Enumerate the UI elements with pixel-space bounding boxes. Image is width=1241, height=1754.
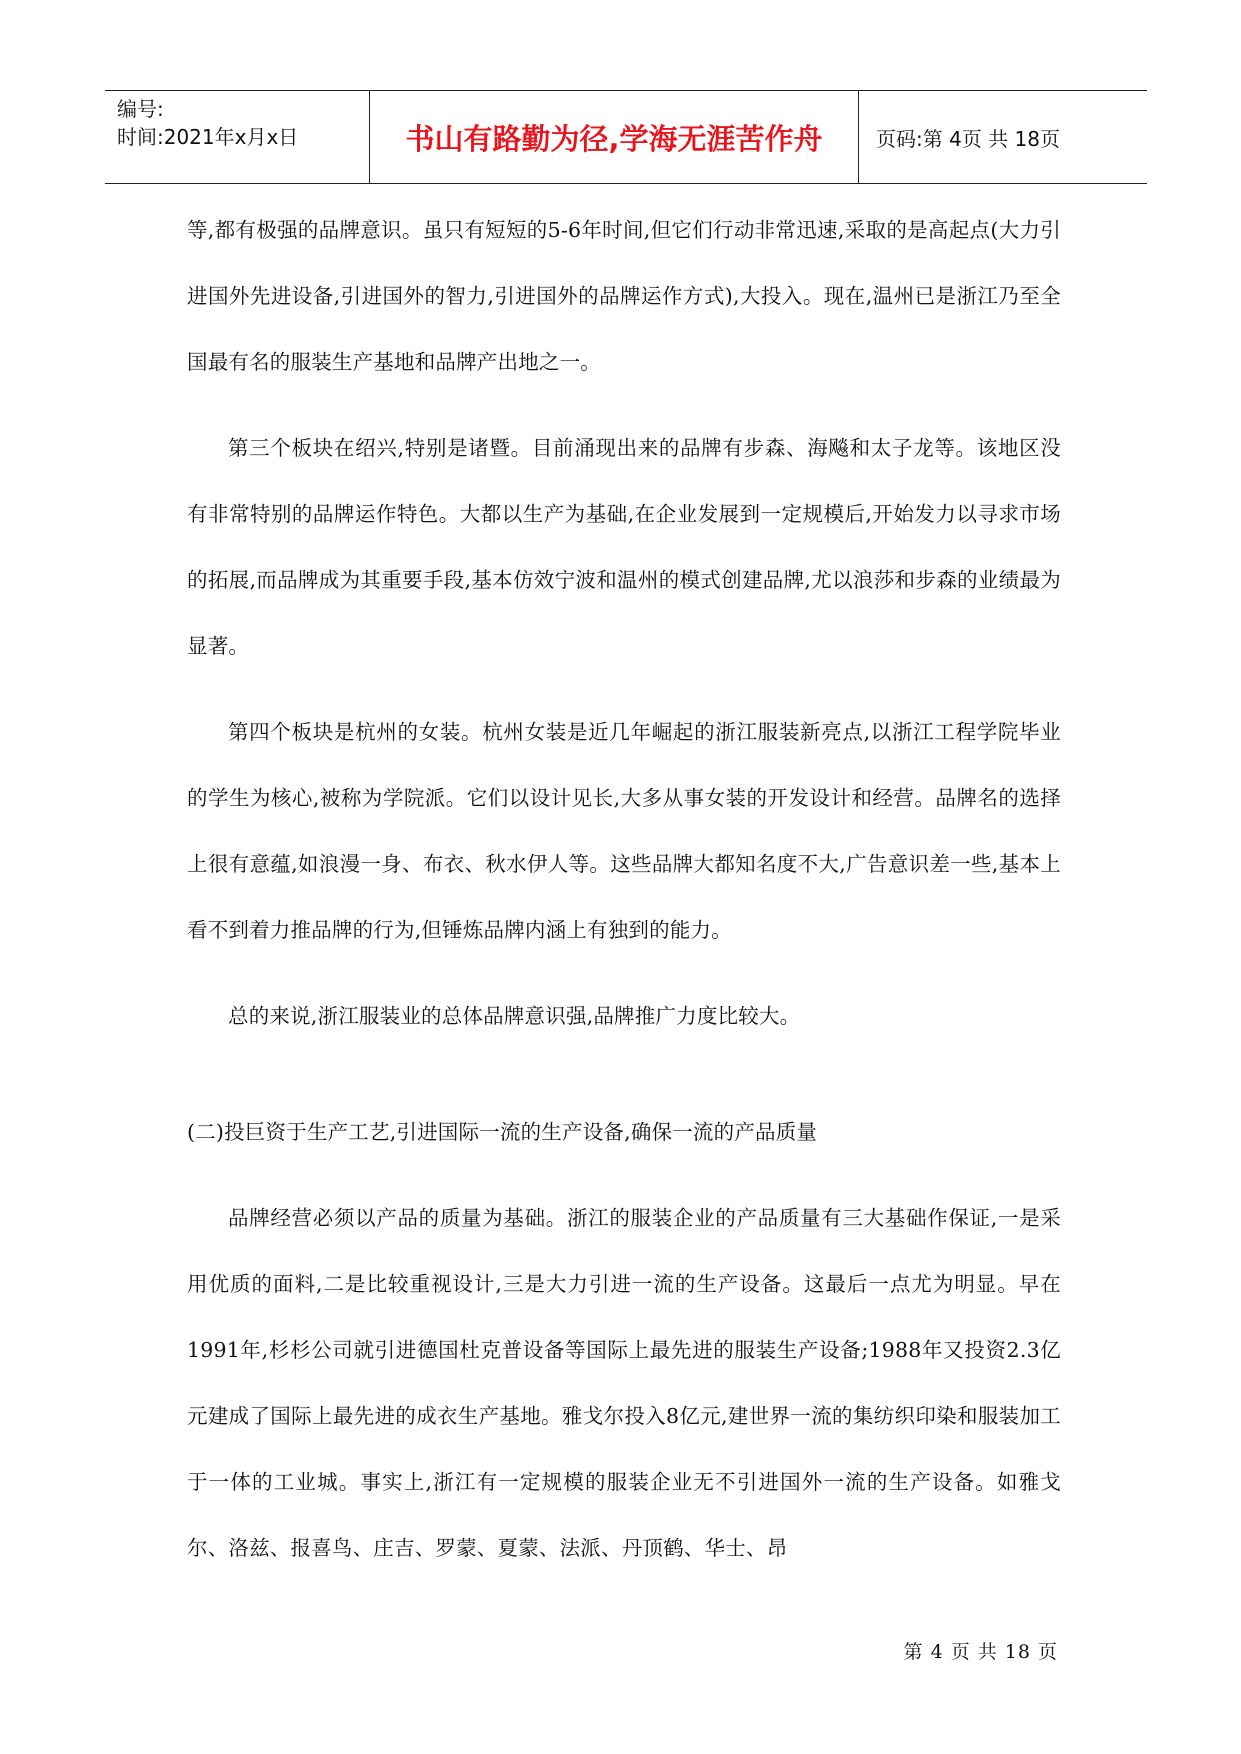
paragraph-5: 品牌经营必须以产品的质量为基础。浙江的服装企业的产品质量有三大基础作保证,一是采用优质的面料,二是比较重视设计,三是大力引进一流的生产设备。这最后一点尤为明显。早在1991年,杉杉公司就引进德国杜克普设备等国际上最先进的服装生产设备;1988年又投资2.3亿元建成了国际上最先进的成衣生产基地。雅戈尔投入8亿元,建世界一流的集纺织印染和服装加工于一体的工业城。事实上,浙江有一定规模的服装企业无不引进国外一流的生产设备。如雅戈尔、洛兹、报喜鸟、庄吉、罗蒙、夏蒙、法派、丹顶鹤、华士、昂 <box>187 1206 1061 1560</box>
number-label: 编号: <box>117 97 164 121</box>
section-heading: (二)投巨资于生产工艺,引进国际一流的生产设备,确保一流的产品质量 <box>187 1120 818 1144</box>
header-divider-right <box>858 91 859 183</box>
paragraph-1: 等,都有极强的品牌意识。虽只有短短的5-6年时间,但它们行动非常迅速,采取的是高起点(大力引进国外先进设备,引进国外的智力,引进国外的品牌运作方式),大投入。现在,温州已是浙江乃至全国最有名的服装生产基地和品牌产出地之一。 <box>187 218 1061 374</box>
page-footer: 第 4 页 共 18 页 <box>903 1641 1058 1663</box>
paragraph-2: 第三个板块在绍兴,特别是诸暨。目前涌现出来的品牌有步森、海飚和太子龙等。该地区没有非常特别的品牌运作特色。大都以生产为基础,在企业发展到一定规模后,开始发力以寻求市场的拓展,而品牌成为其重要手段,基本仿效宁波和温州的模式创建品牌,尤以浪莎和步森的业绩最为显著。 <box>187 436 1061 658</box>
header-meta <box>117 95 367 151</box>
paragraph-4: 总的来说,浙江服装业的总体品牌意识强,品牌推广力度比较大。 <box>228 1004 801 1028</box>
header-motto: 书山有路勤为径,学海无涯苦作舟 <box>405 121 823 156</box>
header-divider-left <box>369 91 370 183</box>
header-page-code: 页码:第 4页 共 18页 <box>876 126 1060 151</box>
document-body <box>187 197 1061 1601</box>
paragraph-3: 第四个板块是杭州的女装。杭州女装是近几年崛起的浙江服装新亮点,以浙江工程学院毕业的学生为核心,被称为学院派。它们以设计见长,大多从事女装的开发设计和经营。品牌名的选择上很有意蕴,如浪漫一身、布衣、秋水伊人等。这些品牌大都知名度不大,广告意识差一些,基本上看不到着力推品牌的行为,但锤炼品牌内涵上有独到的能力。 <box>187 720 1061 942</box>
page-header <box>105 90 1147 184</box>
time-label: 时间:2021年x月x日 <box>117 125 299 149</box>
